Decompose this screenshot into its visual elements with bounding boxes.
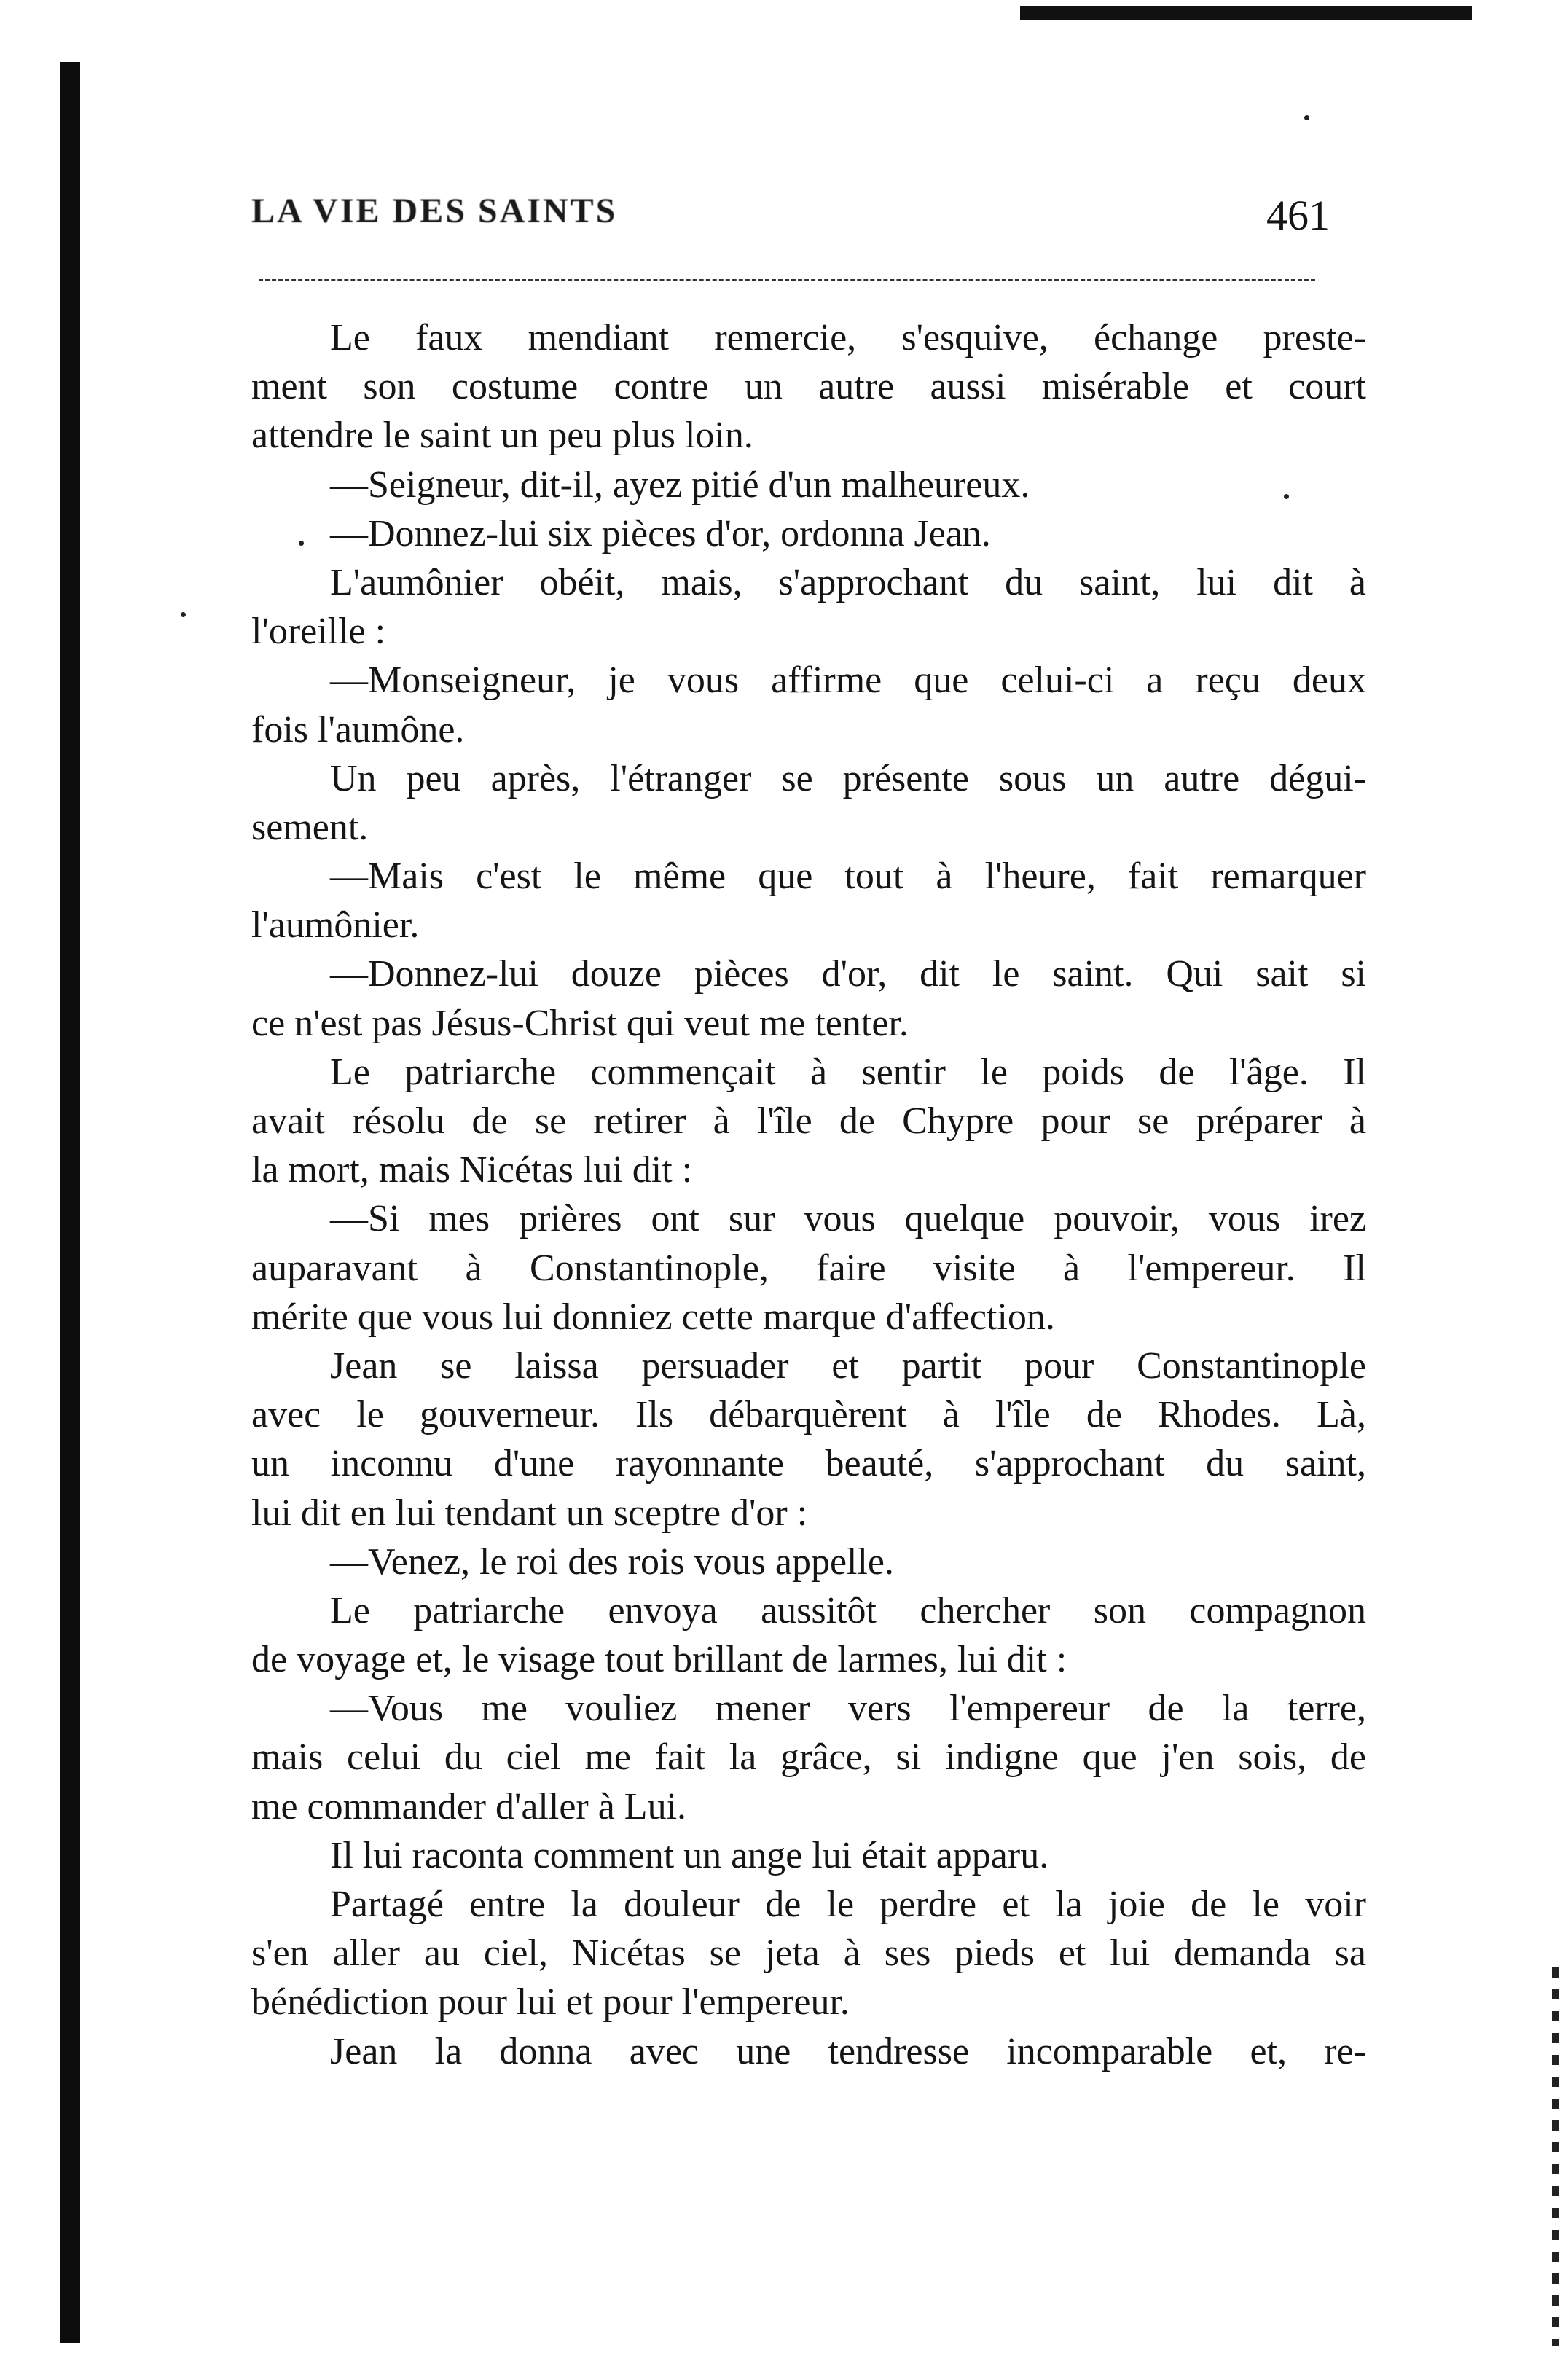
text-line: l'oreille : — [251, 611, 386, 653]
text-line: bénédiction pour lui et pour l'empereur. — [251, 1981, 850, 2024]
text-line: un inconnu d'une rayonnante beauté, s'approchant du saint, — [251, 1443, 1366, 1485]
text-line: auparavant à Constantinople, faire visite à l'empereur. Il — [251, 1247, 1366, 1289]
text-line: de voyage et, le visage tout brillant de larmes, lui dit : — [251, 1639, 1067, 1681]
text-line: Un peu après, l'étranger se présente sous un autre dégui- — [330, 757, 1366, 799]
text-line: mais celui du ciel me fait la grâce, si indigne que j'en sois, de — [251, 1736, 1366, 1779]
text-line: mérite que vous lui donniez cette marque d'affection. — [251, 1296, 1055, 1338]
text-line: —Mais c'est le même que tout à l'heure, fait remarquer — [330, 855, 1366, 898]
text-line: Il lui raconta comment un ange lui était apparu. — [330, 1834, 1049, 1876]
text-line: Partagé entre la douleur de le perdre et la joie de le voir — [330, 1884, 1366, 1925]
page-number: 461 — [1266, 192, 1330, 239]
text-line: —Si mes prières ont sur vous quelque pouvoir, vous irez — [330, 1198, 1366, 1240]
text-line: Le patriarche envoya aussitôt chercher son compagnon — [330, 1589, 1366, 1631]
scan-speck — [181, 612, 186, 617]
text-line: —Vous me vouliez mener vers l'empereur de la terre, — [330, 1688, 1366, 1730]
text-line: avec le gouverneur. Ils débarquèrent à l'île de Rhodes. Là, — [251, 1394, 1366, 1436]
text-line: Le patriarche commençait à sentir le poids de l'âge. Il — [330, 1051, 1366, 1093]
text-line: —Donnez-lui six pièces d'or, ordonna Jean. — [330, 512, 991, 555]
text-line: ment son costume contre un autre aussi misérable et court — [251, 366, 1366, 408]
text-line: —Venez, le roi des rois vous appelle. — [330, 1540, 895, 1583]
text-line: —Seigneur, dit-il, ayez pitié d'un malheureux. — [330, 463, 1030, 506]
header-rule — [259, 279, 1315, 281]
text-line: Jean la donna avec une tendresse incomparable et, re- — [330, 2030, 1366, 2072]
text-line: s'en aller au ciel, Nicétas se jeta à ses pieds et lui demanda sa — [251, 1932, 1366, 1975]
text-line: sement. — [251, 806, 369, 848]
text-line: me commander d'aller à Lui. — [251, 1785, 687, 1827]
text-line: —Donnez-lui douze pièces d'or, dit le saint. Qui sait si — [330, 953, 1366, 995]
text-line: avait résolu de se retirer à l'île de Chypre pour se préparer à — [251, 1100, 1366, 1142]
right-scan-edge — [1552, 1967, 1559, 2346]
page-header — [251, 191, 1330, 242]
text-line: ce n'est pas Jésus-Christ qui veut me tenter. — [251, 1002, 909, 1044]
text-line: L'aumônier obéit, mais, s'approchant du saint, lui dit à — [330, 561, 1366, 603]
text-line: attendre le saint un peu plus loin. — [251, 415, 753, 457]
text-line: l'aumônier. — [251, 904, 420, 947]
text-line: lui dit en lui tendant un sceptre d'or : — [251, 1492, 808, 1534]
left-scan-edge — [60, 62, 80, 2343]
text-line: —Monseigneur, je vous affirme que celui-ci a reçu deux — [330, 659, 1366, 702]
body-text — [251, 313, 1366, 2076]
text-line: Le faux mendiant remercie, s'esquive, échange preste- — [330, 317, 1366, 359]
top-scan-rule — [1020, 6, 1472, 20]
text-line: fois l'aumône. — [251, 708, 465, 751]
scan-speck — [1304, 115, 1309, 120]
running-title: LA VIE DES SAINTS — [251, 192, 618, 230]
text-line: Jean se laissa persuader et partit pour Constantinople — [330, 1344, 1366, 1387]
text-line: la mort, mais Nicétas lui dit : — [251, 1149, 693, 1191]
